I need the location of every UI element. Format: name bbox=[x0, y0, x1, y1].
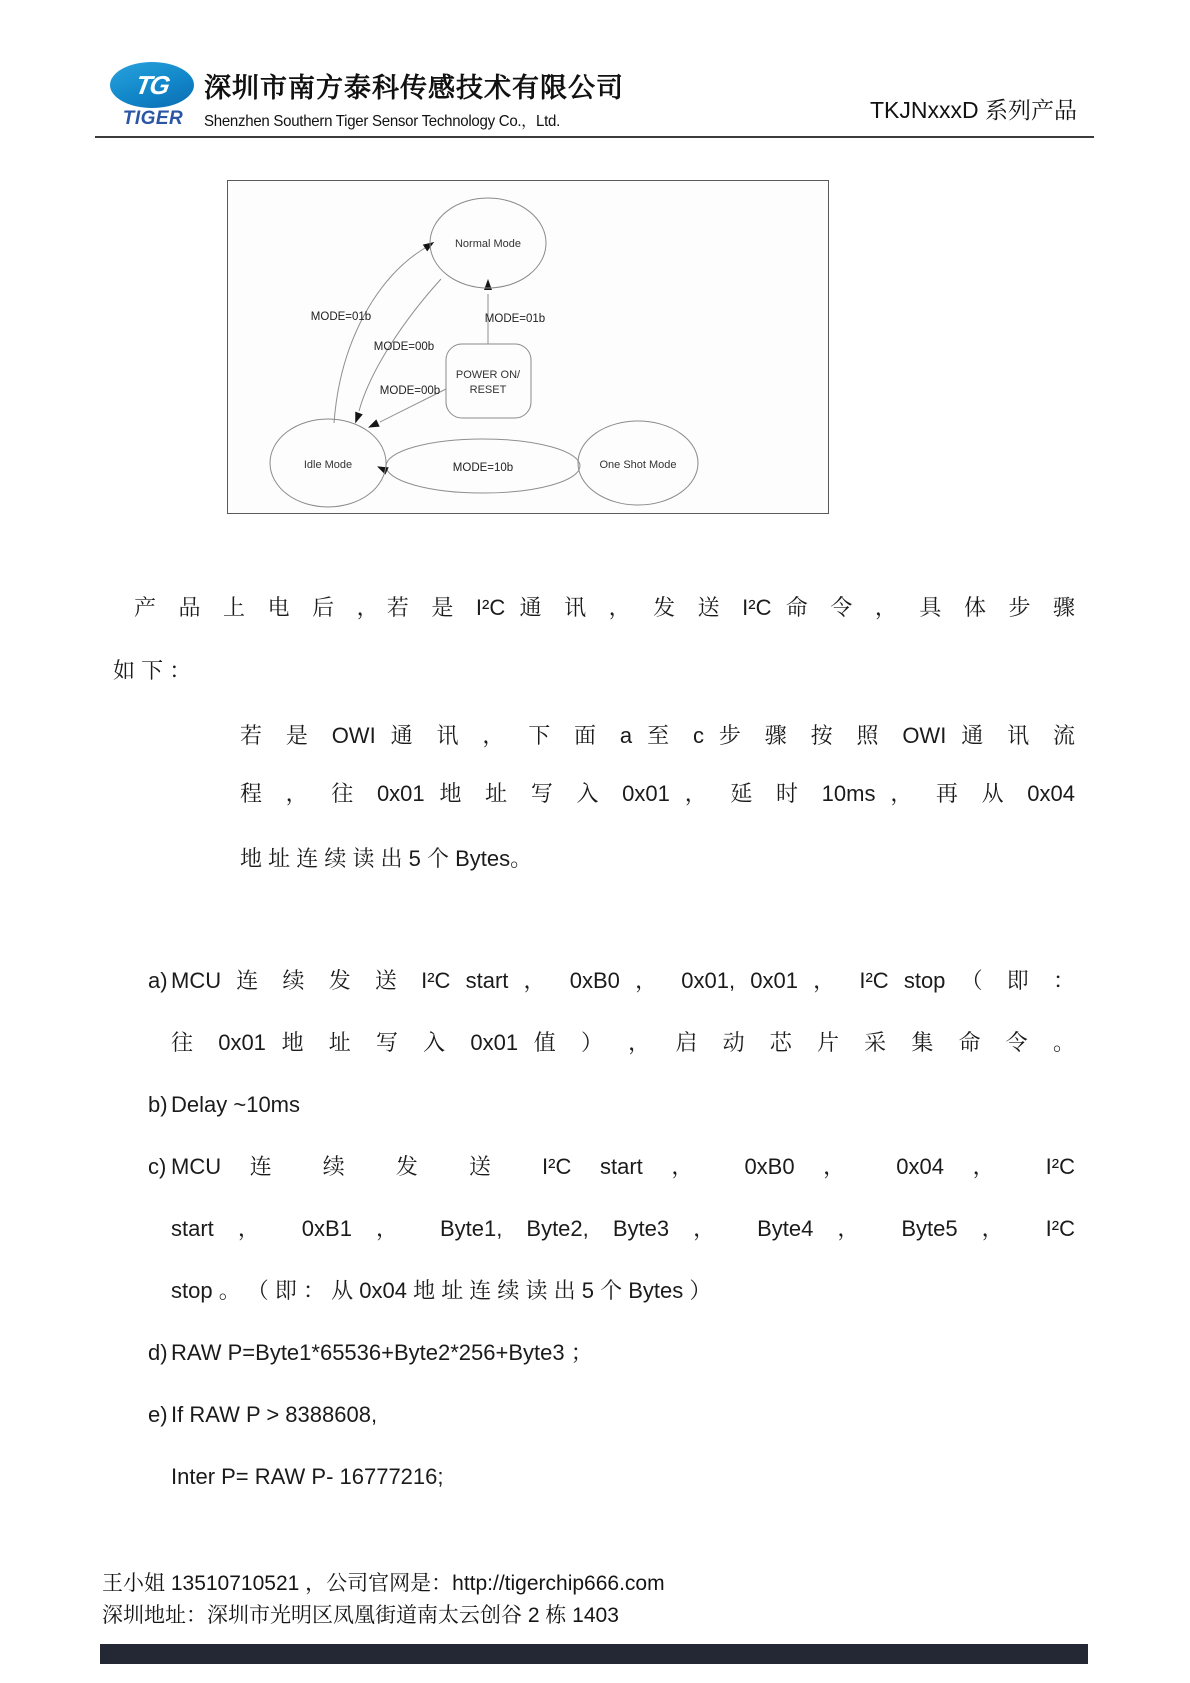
paragraph-2-line-2: 程 ， 往 0x01 地 址 写 入 0x01 ， 延 时 10ms ， 再 从 0x04 bbox=[240, 781, 1075, 806]
node-one-shot-mode-label: One Shot Mode bbox=[599, 459, 677, 471]
edge-label-mode01b-left: MODE=01b bbox=[310, 311, 372, 323]
list-line bbox=[148, 968, 1075, 1030]
tiger-logo-icon bbox=[110, 62, 194, 108]
logo-tiger-wordmark: TIGER bbox=[122, 108, 184, 129]
list-marker-b: b) bbox=[148, 1092, 168, 1117]
list-line bbox=[148, 1278, 1075, 1340]
list-marker-e: e) bbox=[148, 1402, 168, 1427]
company-name-cn: 深圳市南方泰科传感技术有限公司 bbox=[204, 73, 624, 103]
list-line bbox=[148, 1154, 1075, 1216]
footer-address-line: 深圳地址：深圳市光明区凤凰街道南太云创谷 2 栋 1403 bbox=[102, 1604, 619, 1627]
list-line-text: MCU 连 续 发 送 I²C start ， 0xB0 ， 0x04 ， I²C bbox=[171, 1154, 1075, 1179]
footer-contact-line: 王小姐 13510710521 ，公司官网是：http://tigerchip666.com bbox=[102, 1572, 665, 1595]
paragraph-2-line-3: 地 址 连 续 读 出 5 个 Bytes。 bbox=[240, 846, 533, 871]
edge-label-mode01b-right: MODE=01b bbox=[484, 313, 546, 325]
list-line bbox=[148, 1030, 1075, 1092]
header-divider bbox=[95, 136, 1094, 138]
list-marker-d: d) bbox=[148, 1340, 168, 1365]
paragraph-1-line-1: 产 品 上 电 后 ，若 是 I²C 通 讯 ， 发 送 I²C 命 令 ， 具 体 步 骤 bbox=[134, 595, 1075, 620]
list-line-text: start ， 0xB1 ， Byte1, Byte2, Byte3 ， Byte4 ， Byte5 ， I²C bbox=[171, 1216, 1075, 1241]
list-line-text: Delay ~10ms bbox=[171, 1092, 301, 1117]
list-line bbox=[148, 1216, 1075, 1278]
node-power-label-2: RESET bbox=[469, 384, 507, 396]
list-marker-c: c) bbox=[148, 1154, 167, 1179]
state-diagram-svg bbox=[228, 181, 828, 513]
arrowhead-icon bbox=[375, 463, 388, 475]
product-series-title: TKJNxxxD 系列产品 bbox=[870, 97, 1077, 123]
list-line-text: MCU 连 续 发 送 I²C start ， 0xB0 ， 0x01, 0x01 ， I²C stop （ 即 ： bbox=[171, 968, 1075, 993]
step-list bbox=[148, 968, 1075, 1526]
list-line-text: RAW P=Byte1*65536+Byte2*256+Byte3 ； bbox=[171, 1340, 593, 1365]
node-normal-mode-label: Normal Mode bbox=[454, 238, 522, 250]
logo-tg-monogram: TG bbox=[133, 70, 171, 100]
node-power-label-1: POWER ON/ bbox=[455, 369, 521, 381]
paragraph-1-line-2: 如 下 ： bbox=[113, 658, 192, 683]
list-line-text: 往 0x01 地 址 写 入 0x01 值 ） ， 启 动 芯 片 采 集 命 令 。 bbox=[171, 1030, 1075, 1055]
list-marker-a: a) bbox=[148, 968, 168, 993]
list-line bbox=[148, 1464, 1075, 1526]
node-idle-mode-label: Idle Mode bbox=[303, 459, 353, 471]
node-power-on-reset bbox=[446, 344, 531, 418]
paragraph-2-line-1: 若 是 OWI 通 讯 ， 下 面 a 至 c 步 骤 按 照 OWI 通 讯 流 bbox=[240, 723, 1075, 748]
state-diagram bbox=[227, 180, 829, 514]
list-line-text: If RAW P > 8388608, bbox=[171, 1402, 378, 1427]
list-line bbox=[148, 1402, 1075, 1464]
footer-bar bbox=[100, 1644, 1088, 1664]
edge-label-mode10b: MODE=10b bbox=[452, 462, 514, 474]
list-line bbox=[148, 1340, 1075, 1402]
edge-label-mode00b-lower: MODE=00b bbox=[379, 385, 441, 397]
list-line-text: stop 。 （ 即 ： 从 0x04 地 址 连 续 读 出 5 个 Bytes ） bbox=[171, 1278, 712, 1303]
list-line bbox=[148, 1092, 1075, 1154]
edge-label-mode00b-upper: MODE=00b bbox=[373, 341, 435, 353]
list-line-text: Inter P= RAW P- 16777216; bbox=[171, 1464, 444, 1489]
company-name-en: Shenzhen Southern Tiger Sensor Technology Co.，Ltd. bbox=[204, 113, 561, 130]
arrowhead-icon bbox=[366, 419, 379, 431]
